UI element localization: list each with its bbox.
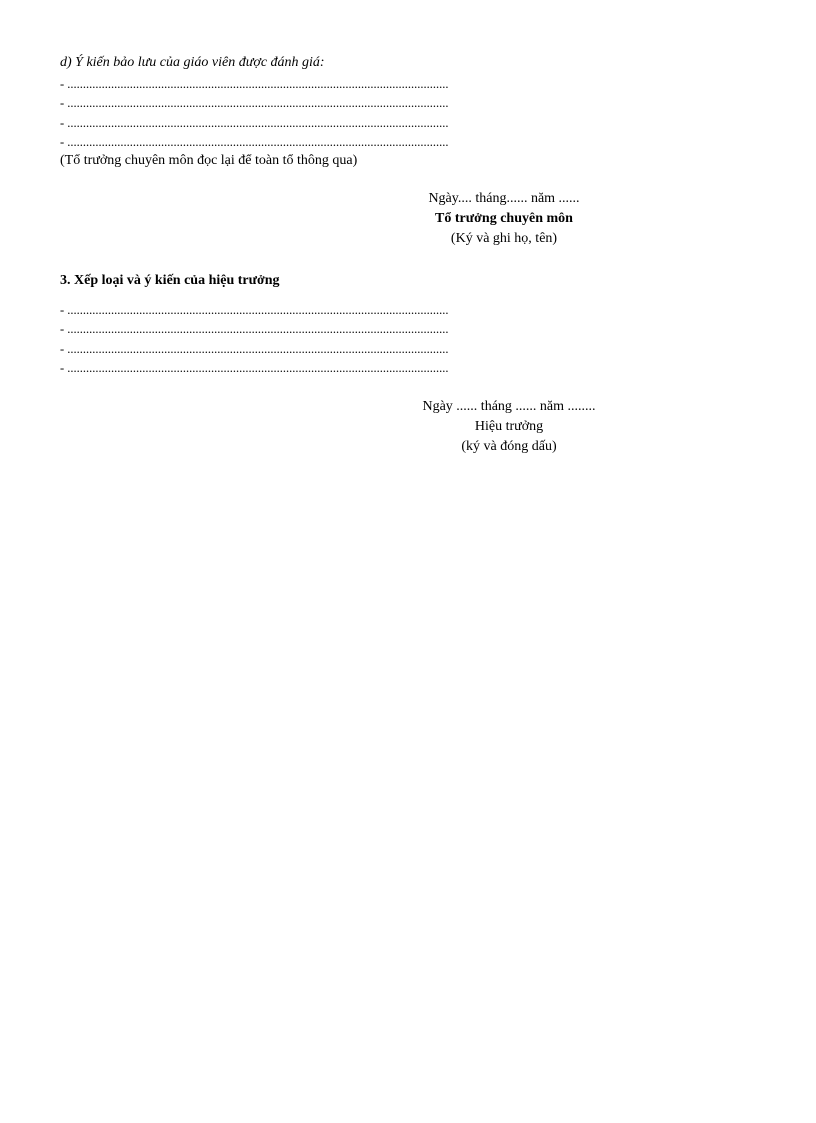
section-3-dotted-line-3: - .......................................................................................................................... — [60, 342, 449, 356]
signature-2-instruction: (ký và đóng dấu) — [461, 439, 557, 454]
section-3-dotted-line-1: - .......................................................................................................................... — [60, 303, 449, 317]
section-3-dotted-line-4: - .......................................................................................................................... — [60, 361, 449, 375]
section-d-dotted-line-1: - .......................................................................................................................... — [60, 77, 449, 91]
section-d-dotted-line-4: - .......................................................................................................................... — [60, 135, 449, 149]
section-d-note: (Tổ trưởng chuyên môn đọc lại để toàn tổ thông qua) — [60, 153, 358, 168]
section-3-dotted-line-2: - .......................................................................................................................... — [60, 322, 449, 336]
signature-2-title: Hiệu trưởng — [474, 419, 544, 434]
signature-2-date: Ngày ...... tháng ...... năm ........ — [422, 399, 596, 414]
section-3-heading: 3. Xếp loại và ý kiến của hiệu trưởng — [60, 273, 280, 288]
section-d-dotted-line-2: - .......................................................................................................................... — [60, 96, 449, 110]
section-d-heading: d) Ý kiến bảo lưu của giáo viên được đánh giá: — [60, 55, 325, 70]
signature-1-instruction: (Ký và ghi họ, tên) — [450, 231, 558, 246]
section-d-dotted-line-3: - .......................................................................................................................... — [60, 116, 449, 130]
signature-1-date: Ngày.... tháng...... năm ...... — [428, 191, 580, 206]
signature-1-title: Tổ trưởng chuyên môn — [435, 211, 573, 226]
